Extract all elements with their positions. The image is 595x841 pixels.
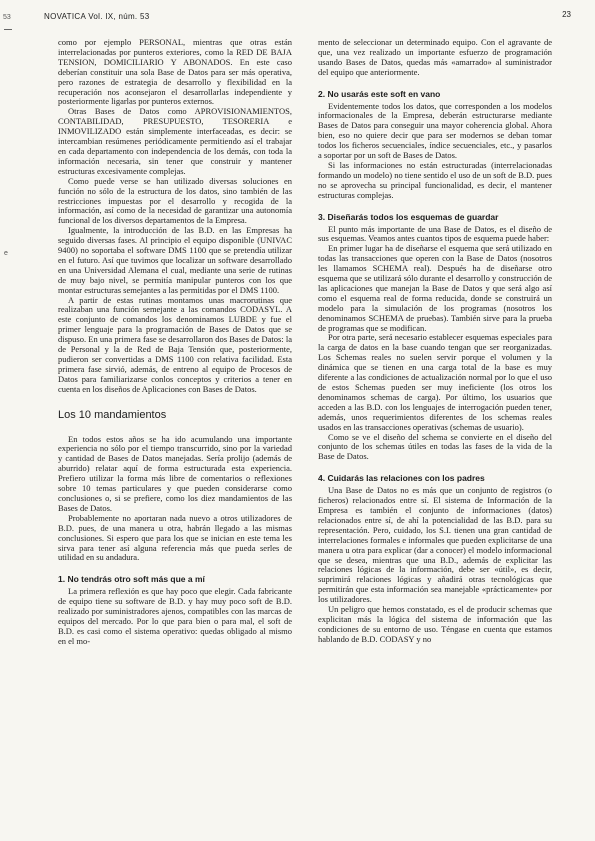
paragraph: como por ejemplo PERSONAL, mientras que otras están interrelacionadas por punteros exteriores, como la RED DE BAJA TENSION, DOMICILIARIO Y ABONADOS. En este caso deberían constituir una sola Base de Datos para ser más operativa, pero razones de estrategia de desarrollo y flexibilidad en la recuperación nos aconsejaron el desarrollarlas independiente y posteriormente ligarlas por punteros externos. <box>58 37 292 107</box>
page-number: 23 <box>562 10 571 19</box>
paragraph: Por otra parte, será necesario establecer esquemas especiales para la carga de datos en la base cuando tengan que ser reorganizadas. Los Schemas reales no suelen servir porque el volumen y la dinámica que se tienen en una carga total de la base es muy diferente a las condiciones de actualización normal por lo que el uso de estos Schemas pueden ser muy ineficiente (los otros los denominamos schemas de carga). Por último, los usuarios que acceden a las B.D. con los lenguajes de interrogación pueden tener, además, unos requerimientos diferentes de los schemas reales usados en las transacciones operativas (schemas de usuario). <box>318 332 552 432</box>
paragraph: En primer lugar ha de diseñarse el esquema que será utilizado en todas las transacciones que operen con la Base de Datos (nosotros les llamamos SCHEMA real). Después ha de diseñarse otro esquema que se utilizará sólo durante el desarrollo y construcción de las aplicaciones que manejan la Base de Datos y que será algo así como el esquema real de forma reducida, donde se construirá un modelo para la simulación de los programas (nosotros los denominamos SCHEMA de pruebas). También sirve para la prueba de programas que se modifican. <box>318 243 552 333</box>
paragraph: La primera reflexión es que hay poco que elegir. Cada fabricante de equipo tiene su software de B.D. y hay muy poco soft de B.D. realizado por suministradores ajenos, compatibles con las marcas de equipos del mercado. Por lo que para bien o para mal, el soft de B.D. es casi como el sistema operativo: quedas obligado al mismo en el mo- <box>58 586 292 646</box>
paragraph: El punto más importante de una Base de Datos, es el diseño de sus esquemas. Veamos antes cuantos tipos de esquema puede haber: <box>318 223 552 244</box>
margin-page-mark: 53 <box>3 14 11 21</box>
margin-rule-tick <box>4 29 12 30</box>
subsection-heading: 4. Cuidarás las relaciones con los padres <box>318 473 485 484</box>
journal-title: NOVATICA Vol. IX, núm. 53 <box>44 12 150 21</box>
paragraph: Probablemente no aportaran nada nuevo a otros utilizadores de B.D. pues, de una manera u otra, habrán llegado a las mismas conclusiones. Si espero que para los que se inician en este tema les sirva para tener así alguna referencia más que pueda serles de utilidad en su andadura. <box>58 512 292 563</box>
running-header <box>44 10 571 26</box>
section-heading: Los 10 mandamientos <box>58 408 167 421</box>
paragraph: Como puede verse se han utilizado diversas soluciones en función no sólo de la estructura de los datos, sino también de las restricciones impuestas por el desarrollo y recogida de la información, así como de la necesidad de garantizar una autonomía funcional de los diversos departamentos de la Empresa. <box>58 175 292 226</box>
paragraph: Como se ve el diseño del schema se convierte en el diseño del conjunto de los schemas útiles en todas las fases de la vida de la Base de Datos. <box>318 431 552 462</box>
subsection-heading: 3. Diseñarás todos los esquemas de guardar <box>318 211 499 222</box>
margin-letter-mark: e <box>4 250 8 257</box>
paragraph: mento de seleccionar un determinado equipo. Con el agravante de que, una vez realizado un importante esfuerzo de programación usando Bases de Datos, quedas más «amarrado» al suministrador del equipo que anteriormente. <box>318 37 552 77</box>
paragraph: Una Base de Datos no es más que un conjunto de registros (o ficheros) relacionados entre sí. El sistema de Información de la Empresa es también el conjunto de informaciones (datos) relacionados entre sí, de ahí la potencialidad de las B.D. para su representación. Pero, cuidado, los S.I. tienen una gran cantidad de interrelaciones formales e informales que pueden explicitarse de una manera u otra para explicar (dar a conocer) el modelo informacional que se desea, mientras que una B.D., además de explicitar las relaciones lógicas de la información, debe ser «útil», es decir, suprimirá relaciones lógicas y añadirá otras tecnológicas que permitirán que esta información sea manejable «prácticamente» por los utilizadores. <box>318 485 552 605</box>
paragraph: Si las informaciones no están estructuradas (interrelacionadas formando un modelo) no tiene sentido el uso de un soft de B.D. pues no se aprovecha su principal funcionalidad, es decir, el mantener estructuras complejas. <box>318 159 552 200</box>
paragraph: En todos estos años se ha ido acumulando una importante experiencia no sólo por el tiempo transcurrido, sino por la variedad y cantidad de Bases de Datos manejadas. Sería prolijo (además de aburrido) relatar aquí de forma estructurada esta experiencia. Prefiero utilizar la forma más libre de comentarios o reflexiones sobre 10 temas particulares y que pueden considerarse como conclusiones o, si se prefiere, como los diez mandamientos de las Bases de Datos. <box>58 433 292 513</box>
paragraph: Igualmente, la introducción de las B.D. en las Empresas ha seguido diversas fases. Al principio el equipo disponible (UNIVAC 9400) no soportaba el software DMS 1100 que se pretendía utilizar en el futuro. Así que tuvimos que localizar un software desarrollado en una Universidad Alemana el cual, mediante una serie de rutinas de muy bajo nivel, se permitía manipular punteros con los que montar estructuras semejantes a las permitidas por el DMS 1100. <box>58 225 292 295</box>
paragraph: Un peligro que hemos constatado, es el de producir schemas que explicitan más la lógica del sistema de información que las condiciones de su entorno de uso. Téngase en cuenta que estamos hablando de B.D. CODASY y no <box>318 604 552 644</box>
right-column <box>318 38 552 645</box>
paragraph: Otras Bases de Datos como APROVISIONAMIENTOS, CONTABILIDAD, PRESUPUESTO, TESORERIA e INMOVILIZADO están simplemente interfaceadas, es decir: se intercambian resúmenes periódicamente permitiendo así el trabajar en cada departamento con independencia de los demás, con toda la información necesaria, sin tener que construir y mantener estructuras excesivamente complejas. <box>58 106 292 176</box>
subsection-heading: 1. No tendrás otro soft más que a mí <box>58 574 205 585</box>
paragraph: Evidentemente todos los datos, que corresponden a los modelos informacionales de la Empresa, deberán estructurarse mediante Bases de Datos para conseguir una mayor coherencia global. Ahora bien, eso no quiere decir que para ser modernos se deban tomar todos los ficheros secuenciales, índice secuenciales, etc., y pasarlos a soportar por un soft de Bases de Datos. <box>318 100 552 161</box>
paragraph: A partir de estas rutinas montamos unas macrorutinas que realizaban una función semejante a las comandos CODASYL. A este conjunto de comandos los denominamos LUBDE y fue el primer lenguaje para la programación de Bases de Datos que se dispuso. En una primera fase se desarrollaron dos Bases de Datos: la de Personal y la de Red de Baja Tensión que, posteriormente, pudieron ser convertidas a DMS 1100 con relativa facilidad. Esta primera fase sirvió, además, de entreno al equipo de Procesos de Datos para familiarizarse conlos conceptos y criterios a tener en cuenta en los diseños de Aplicaciones con Bases de Datos. <box>58 294 292 394</box>
left-column <box>58 38 292 647</box>
subsection-heading: 2. No usarás este soft en vano <box>318 88 441 99</box>
